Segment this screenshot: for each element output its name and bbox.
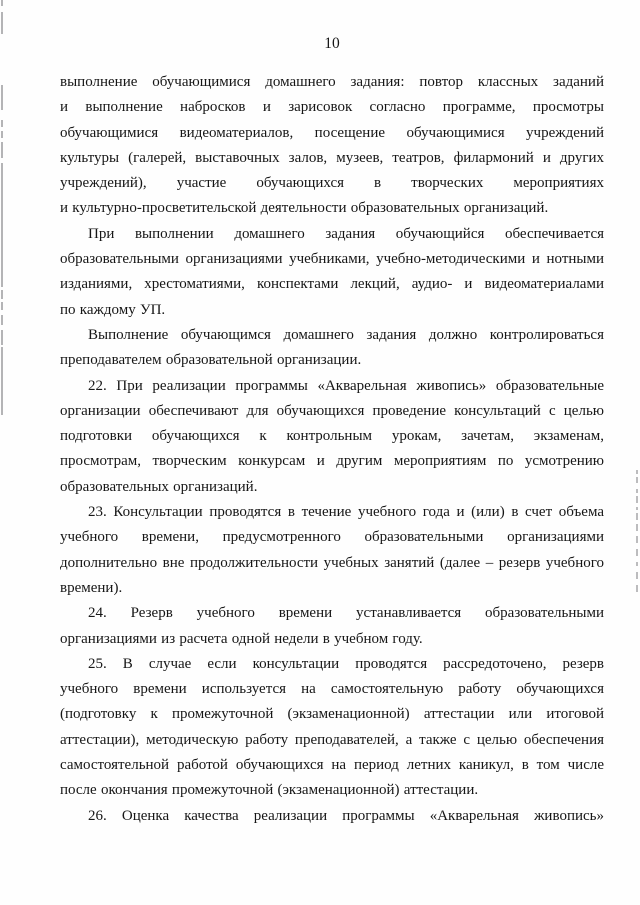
scan-artifact-right: [636, 585, 638, 592]
text-line: При выполнении домашнего задания обучающийся обеспечивается: [88, 225, 604, 242]
scan-artifact-left: [1, 302, 3, 310]
text-line: культуры (галерей, выставочных залов, музеев, театров, филармоний и других: [60, 149, 604, 166]
scan-artifact-left: [1, 0, 3, 6]
scan-artifact-right: [636, 470, 638, 474]
paragraph: [60, 222, 604, 323]
scan-artifact-right: [636, 507, 638, 510]
paragraph: [60, 601, 604, 652]
scan-artifact-right: [636, 496, 638, 503]
text-line: изданиями, хрестоматиями, конспектами лекций, аудио- и видеоматериалами: [60, 276, 604, 293]
paragraph: [60, 70, 604, 222]
paragraph: [60, 500, 604, 601]
scan-artifact-left: [1, 120, 3, 127]
text-line: организации обеспечивают для обучающихся проведение консультаций с целью: [60, 402, 604, 419]
text-line: преподавателем образовательной организации.: [60, 352, 362, 369]
scan-artifact-right: [636, 513, 638, 520]
text-line: 22. При реализации программы «Акварельная живопись» образовательные: [88, 377, 604, 394]
scan-artifact-right: [636, 524, 638, 531]
text-line: 24. Резерв учебного времени устанавливается образовательными: [88, 605, 604, 622]
text-line: выполнение обучающимися домашнего задания: повтор классных заданий: [60, 74, 604, 90]
text-line: аттестации), методическую работу преподавателей, а также с целью обеспечения: [60, 731, 604, 748]
text-line: и культурно-просветительской деятельности образовательных организаций.: [60, 200, 549, 217]
scan-artifact-right: [636, 489, 638, 493]
scan-artifact-left: [1, 330, 3, 345]
scan-artifact-left: [1, 347, 3, 415]
text-line: (подготовку к промежуточной (экзаменационной) аттестации или итоговой: [60, 706, 604, 723]
scan-artifact-left: [1, 315, 3, 325]
text-line: учебного времени, предусмотренного образовательными организациями: [60, 529, 604, 546]
text-line: образовательных организаций.: [60, 478, 258, 495]
scan-artifact-left: [1, 142, 3, 158]
scan-artifact-left: [1, 290, 3, 299]
scan-artifact-left: [1, 163, 3, 287]
paragraph: [60, 374, 604, 500]
text-line: учреждений), участие обучающихся в творческих мероприятиях: [60, 175, 604, 192]
text-line: времени).: [60, 579, 123, 596]
scan-artifact-left: [1, 85, 3, 110]
text-line: учебного времени используется на самостоятельную работу обучающихся: [60, 681, 604, 698]
paragraph: [60, 652, 604, 804]
scan-artifact-left: [1, 12, 3, 34]
text-line: обучающимися видеоматериалов, посещение обучающимися учреждений: [60, 124, 604, 141]
scan-artifact-right: [636, 572, 638, 579]
paragraph: [60, 323, 604, 374]
paragraph: [60, 804, 604, 829]
text-line: после окончания промежуточной (экзаменационной) аттестации.: [60, 782, 479, 799]
text-line: дополнительно вне продолжительности учебных занятий (далее – резерв учебного: [60, 554, 604, 571]
text-line: 26. Оценка качества реализации программы «Акварельная живопись»: [88, 807, 604, 824]
document-content: [60, 33, 604, 829]
text-line: просмотрам, творческим конкурсам и другим мероприятиям по усмотрению: [60, 453, 604, 470]
text-line: 23. Консультации проводятся в течение учебного года и (или) в счет объема: [88, 504, 604, 521]
scan-artifact-right: [636, 562, 638, 566]
text-line: и выполнение набросков и зарисовок согласно программе, просмотры: [60, 99, 604, 116]
text-line: по каждому УП.: [60, 301, 166, 318]
text-line: Выполнение обучающимся домашнего задания должно контролироваться: [88, 326, 604, 343]
text-line: самостоятельной работой обучающихся на период летних каникул, в том числе: [60, 757, 604, 774]
text-line: подготовки обучающихся к контрольным урокам, зачетам, экзаменам,: [60, 428, 604, 445]
scan-artifact-right: [636, 477, 638, 483]
text-line: 25. В случае если консультации проводятся рассредоточено, резерв: [88, 655, 604, 672]
page-number: 10: [324, 35, 340, 52]
text-line: организациями из расчета одной недели в учебном году.: [60, 630, 423, 647]
scan-artifact-right: [636, 549, 638, 556]
scan-artifact-right: [636, 536, 638, 543]
document-text: [60, 70, 604, 829]
text-line: образовательными организациями учебниками, учебно-методическими и нотными: [60, 251, 604, 268]
scan-artifact-left: [1, 131, 3, 138]
